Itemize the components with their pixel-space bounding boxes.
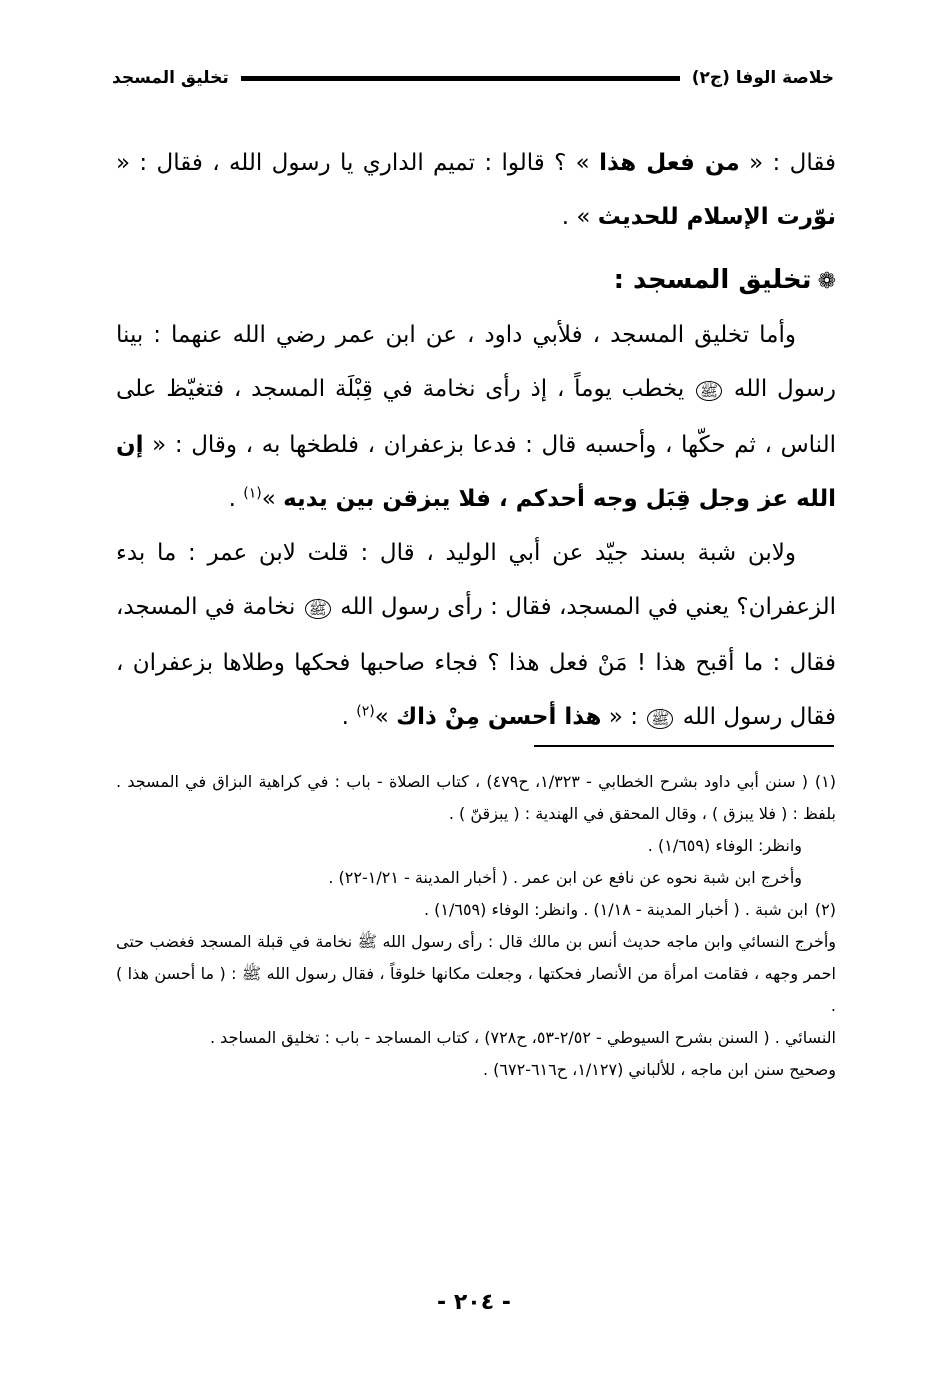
footnote-line: وصحيح سنن ابن ماجه ، للألباني (١/١٢٧، ح٦١٦-٦٧٢) .: [482, 1060, 836, 1079]
footnote-ref[interactable]: (١): [243, 485, 262, 502]
quote-run: من فعل هذا: [599, 150, 740, 176]
quote-run: هذا أحسن مِنْ ذاك: [396, 704, 602, 730]
paragraph-2: [116, 308, 836, 526]
footnote-number: (١): [814, 772, 837, 791]
page-number: - ٢٠٤ -: [437, 1290, 511, 1315]
footnote-ref[interactable]: (٢): [356, 703, 375, 720]
text-run: : «: [601, 704, 646, 730]
footnote-line: وأخرج النسائي وابن ماجه حديث أنس بن مالك قال : رأى رسول الله ﷺ نخامة في قبلة المسجد فغضب حتى احمر وجهه ، فقامت امرأة من الأنصار فحكتها ، وجعلت مكانها خلوقاً ، فقال رسول الله ﷺ : ( ما أحسن هذا ) .: [116, 932, 836, 1015]
book-title: خلاصة الوفا (ج٢): [691, 68, 834, 88]
text-run: وأما تخليق المسجد ، فلأبي داود ، عن ابن عمر رضي الله عنهما : بينا رسول الله: [116, 322, 837, 402]
footnotes: [116, 766, 836, 1086]
main-text: [116, 136, 836, 746]
text-run: فقال : «: [739, 150, 836, 176]
flower-icon: ❁: [817, 269, 836, 294]
text-run: .: [228, 486, 244, 512]
footnote-separator: [534, 745, 834, 747]
quote-run: إن الله عز وجل قِبَل وجه أحدكم ، فلا يبزقن بين يديه: [116, 432, 836, 512]
text-run: يخطب يوماً ، إذ رأى نخامة في قِبْلَة المسجد ، فتغيّظ على الناس ، ثم حكّها ، وأحسبه قال : فدعا بزعفران ، فلطخها به ، وقال : «: [116, 376, 836, 458]
running-header: [112, 64, 834, 92]
footnote-text: ( سنن أبي داود بشرح الخطابي - ١/٣٢٣، ح٤٧٩) ، كتاب الصلاة - باب : في كراهية البزاق في المسجد . بلفظ : ( فلا يبزق ) ، وقال المحقق في الهندية : ( يبزقنّ ) .: [116, 772, 836, 823]
text-run: نخامة في المسجد، فقال : ما أقبح هذا ! مَنْ فعل هذا ؟ فجاء صاحبها فحكها وطلاها بزعفران ، فقال رسول الله: [116, 594, 836, 730]
text-run: »: [261, 486, 284, 512]
chapter-title: تخليق المسجد: [112, 68, 229, 88]
salutation-icon: ﷺ: [647, 709, 673, 729]
section-heading: [116, 254, 836, 308]
text-run: ولابن شبة بسند جيّد عن أبي الوليد ، قال : قلت لابن عمر : ما بدء الزعفران؟ يعني في المسجد، فقال : رأى رسول الله: [116, 540, 837, 620]
section-heading-text: تخليق المسجد :: [613, 265, 812, 295]
footnote-2: [116, 894, 836, 926]
salutation-icon: ﷺ: [696, 381, 722, 401]
paragraph-3: [116, 526, 836, 746]
footnote-number: (٢): [814, 900, 836, 919]
text-run: » .: [561, 204, 598, 230]
text-run: »: [374, 704, 397, 730]
footnote-line: وانظر: الوفاء (١/٦٥٩) .: [647, 836, 802, 855]
footnote-text: ابن شبة . ( أخبار المدينة - ١/١٨) . وانظر: الوفاء (١/٦٥٩) .: [423, 900, 808, 919]
paragraph-1: [116, 136, 836, 244]
text-run: » ؟ قالوا : تميم الداري يا رسول الله ، فقال : «: [116, 150, 600, 176]
text-run: .: [341, 704, 357, 730]
quote-run: نوّرت الإسلام للحديث: [597, 204, 836, 230]
header-rule: [241, 76, 680, 81]
footnote-line: وأخرج ابن شبة نحوه عن نافع عن ابن عمر . ( أخبار المدينة - ١/٢١-٢٢) .: [328, 868, 802, 887]
footnote-1: [116, 766, 836, 830]
salutation-icon: ﷺ: [305, 599, 331, 619]
footnote-line: النسائي . ( السنن بشرح السيوطي - ٢/٥٢-٥٣، ح٧٢٨) ، كتاب المساجد - باب : تخليق المساجد .: [210, 1028, 836, 1047]
